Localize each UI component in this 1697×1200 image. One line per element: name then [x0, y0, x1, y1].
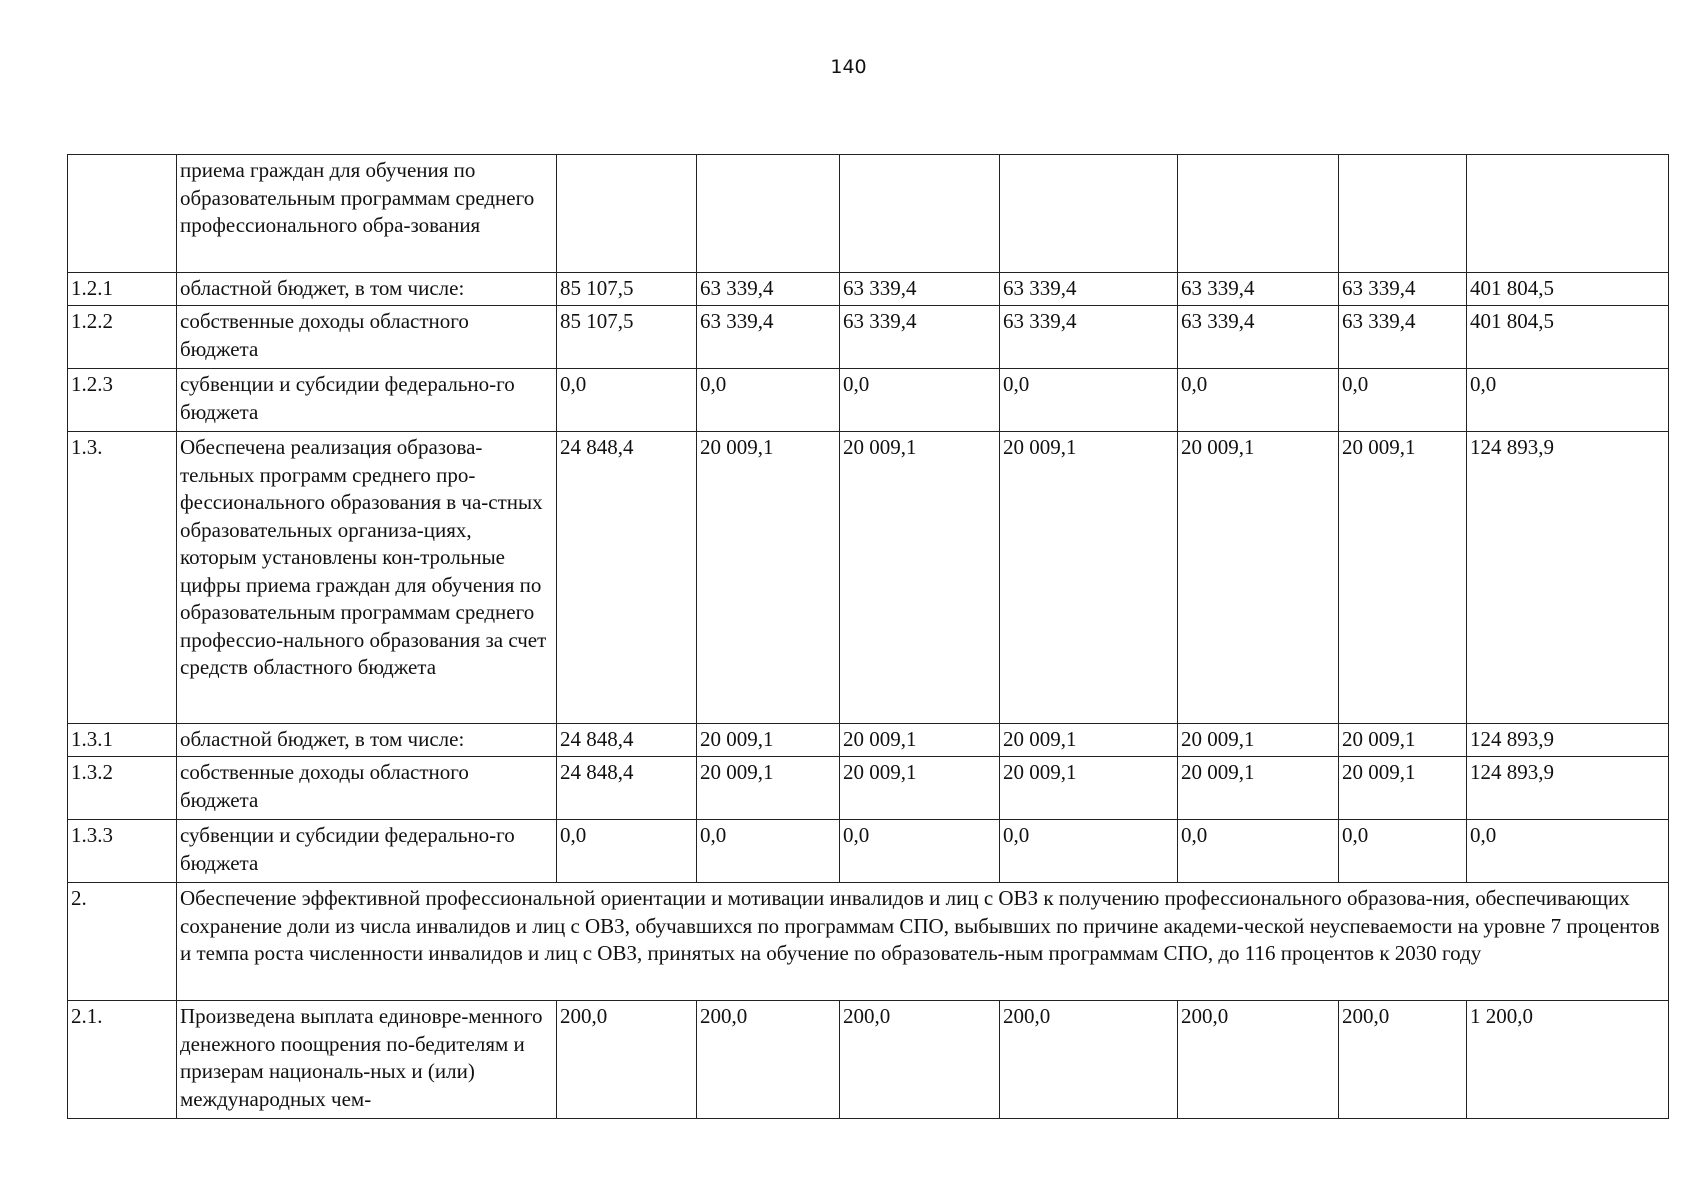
- value-cell: 85 107,5: [557, 306, 697, 369]
- value-cell: 20 009,1: [1339, 724, 1467, 757]
- value-cell: 20 009,1: [1000, 724, 1178, 757]
- table-row: [68, 1001, 1669, 1119]
- value-cell: 0,0: [697, 369, 840, 432]
- row-number: [68, 155, 177, 273]
- page-number: 140: [830, 56, 867, 78]
- value-cell: 0,0: [1000, 820, 1178, 883]
- value-cell: 0,0: [840, 369, 1000, 432]
- value-cell: 20 009,1: [697, 724, 840, 757]
- row-description: собственные доходы областного бюджета: [177, 757, 557, 820]
- value-cell: 0,0: [557, 369, 697, 432]
- value-cell: 24 848,4: [557, 724, 697, 757]
- row-description: субвенции и субсидии федерально-го бюджета: [177, 820, 557, 883]
- row-description: субвенции и субсидии федерально-го бюджета: [177, 369, 557, 432]
- value-cell: 63 339,4: [840, 306, 1000, 369]
- value-cell: [557, 155, 697, 273]
- value-cell: 63 339,4: [1339, 306, 1467, 369]
- row-number: 1.3.3: [68, 820, 177, 883]
- row-description: областной бюджет, в том числе:: [177, 724, 557, 757]
- budget-table: [67, 154, 1669, 1119]
- value-cell: 20 009,1: [697, 432, 840, 724]
- table-row: [68, 273, 1669, 306]
- total-cell: 124 893,9: [1467, 432, 1669, 724]
- value-cell: 20 009,1: [1000, 432, 1178, 724]
- section-number: 2.: [68, 883, 177, 1001]
- value-cell: [1178, 155, 1339, 273]
- value-cell: 63 339,4: [1000, 306, 1178, 369]
- value-cell: 20 009,1: [840, 432, 1000, 724]
- value-cell: 0,0: [1339, 369, 1467, 432]
- row-description: приема граждан для обучения по образовательным программам среднего профессионального обра-зования: [177, 155, 557, 273]
- value-cell: 200,0: [1339, 1001, 1467, 1119]
- value-cell: 200,0: [840, 1001, 1000, 1119]
- value-cell: 63 339,4: [697, 306, 840, 369]
- value-cell: 200,0: [557, 1001, 697, 1119]
- value-cell: 63 339,4: [1339, 273, 1467, 306]
- table-row: [68, 724, 1669, 757]
- value-cell: 200,0: [697, 1001, 840, 1119]
- value-cell: 63 339,4: [1000, 273, 1178, 306]
- value-cell: [1339, 155, 1467, 273]
- row-description: областной бюджет, в том числе:: [177, 273, 557, 306]
- value-cell: 63 339,4: [1178, 306, 1339, 369]
- value-cell: 20 009,1: [1178, 757, 1339, 820]
- value-cell: 63 339,4: [697, 273, 840, 306]
- value-cell: 24 848,4: [557, 757, 697, 820]
- table-row: [68, 432, 1669, 724]
- table-row: [68, 757, 1669, 820]
- value-cell: [840, 155, 1000, 273]
- value-cell: 20 009,1: [1339, 432, 1467, 724]
- value-cell: 63 339,4: [1178, 273, 1339, 306]
- value-cell: 200,0: [1000, 1001, 1178, 1119]
- total-cell: 401 804,5: [1467, 273, 1669, 306]
- section-description: Обеспечение эффективной профессиональной ориентации и мотивации инвалидов и лиц с ОВЗ к получению профессионального образова-ния, обеспечивающих сохранение доли из числа инвалидов и лиц с ОВЗ, обучавшихся по программам СПО, выбывших по причине академи-ческой неуспеваемости на уровне 7 процентов и темпа роста численности инвалидов и лиц с ОВЗ, принятых на обучение по образователь-ным программам СПО, до 116 процентов к 2030 году: [177, 883, 1669, 1001]
- table-row: [68, 155, 1669, 273]
- table-row: [68, 820, 1669, 883]
- row-description: Произведена выплата единовре-менного денежного поощрения по-бедителям и призерам националь-ных и (или) международных чем-: [177, 1001, 557, 1119]
- row-number: 1.2.3: [68, 369, 177, 432]
- row-number: 1.3.: [68, 432, 177, 724]
- value-cell: 0,0: [557, 820, 697, 883]
- row-number: 1.2.1: [68, 273, 177, 306]
- value-cell: 0,0: [697, 820, 840, 883]
- total-cell: 1 200,0: [1467, 1001, 1669, 1119]
- value-cell: 24 848,4: [557, 432, 697, 724]
- value-cell: [697, 155, 840, 273]
- total-cell: [1467, 155, 1669, 273]
- value-cell: 63 339,4: [840, 273, 1000, 306]
- value-cell: 20 009,1: [840, 724, 1000, 757]
- row-number: 1.2.2: [68, 306, 177, 369]
- row-number: 1.3.2: [68, 757, 177, 820]
- section-row: [68, 883, 1669, 1001]
- row-description: собственные доходы областного бюджета: [177, 306, 557, 369]
- total-cell: 401 804,5: [1467, 306, 1669, 369]
- value-cell: [1000, 155, 1178, 273]
- value-cell: 20 009,1: [1339, 757, 1467, 820]
- value-cell: 0,0: [1000, 369, 1178, 432]
- table-row: [68, 306, 1669, 369]
- value-cell: 0,0: [1178, 820, 1339, 883]
- value-cell: 0,0: [1178, 369, 1339, 432]
- value-cell: 20 009,1: [1178, 724, 1339, 757]
- value-cell: 0,0: [1339, 820, 1467, 883]
- total-cell: 124 893,9: [1467, 757, 1669, 820]
- value-cell: 85 107,5: [557, 273, 697, 306]
- total-cell: 0,0: [1467, 820, 1669, 883]
- value-cell: 20 009,1: [1000, 757, 1178, 820]
- value-cell: 20 009,1: [697, 757, 840, 820]
- row-number: 2.1.: [68, 1001, 177, 1119]
- row-description: Обеспечена реализация образова-тельных программ среднего про-фессионального образования в ча-стных образовательных организа-циях, которым установлены кон-трольные цифры приема граждан для обучения по образовательным программам среднего профессио-нального образования за счет средств областного бюджета: [177, 432, 557, 724]
- total-cell: 0,0: [1467, 369, 1669, 432]
- row-number: 1.3.1: [68, 724, 177, 757]
- value-cell: 0,0: [840, 820, 1000, 883]
- total-cell: 124 893,9: [1467, 724, 1669, 757]
- value-cell: 200,0: [1178, 1001, 1339, 1119]
- value-cell: 20 009,1: [840, 757, 1000, 820]
- table-row: [68, 369, 1669, 432]
- value-cell: 20 009,1: [1178, 432, 1339, 724]
